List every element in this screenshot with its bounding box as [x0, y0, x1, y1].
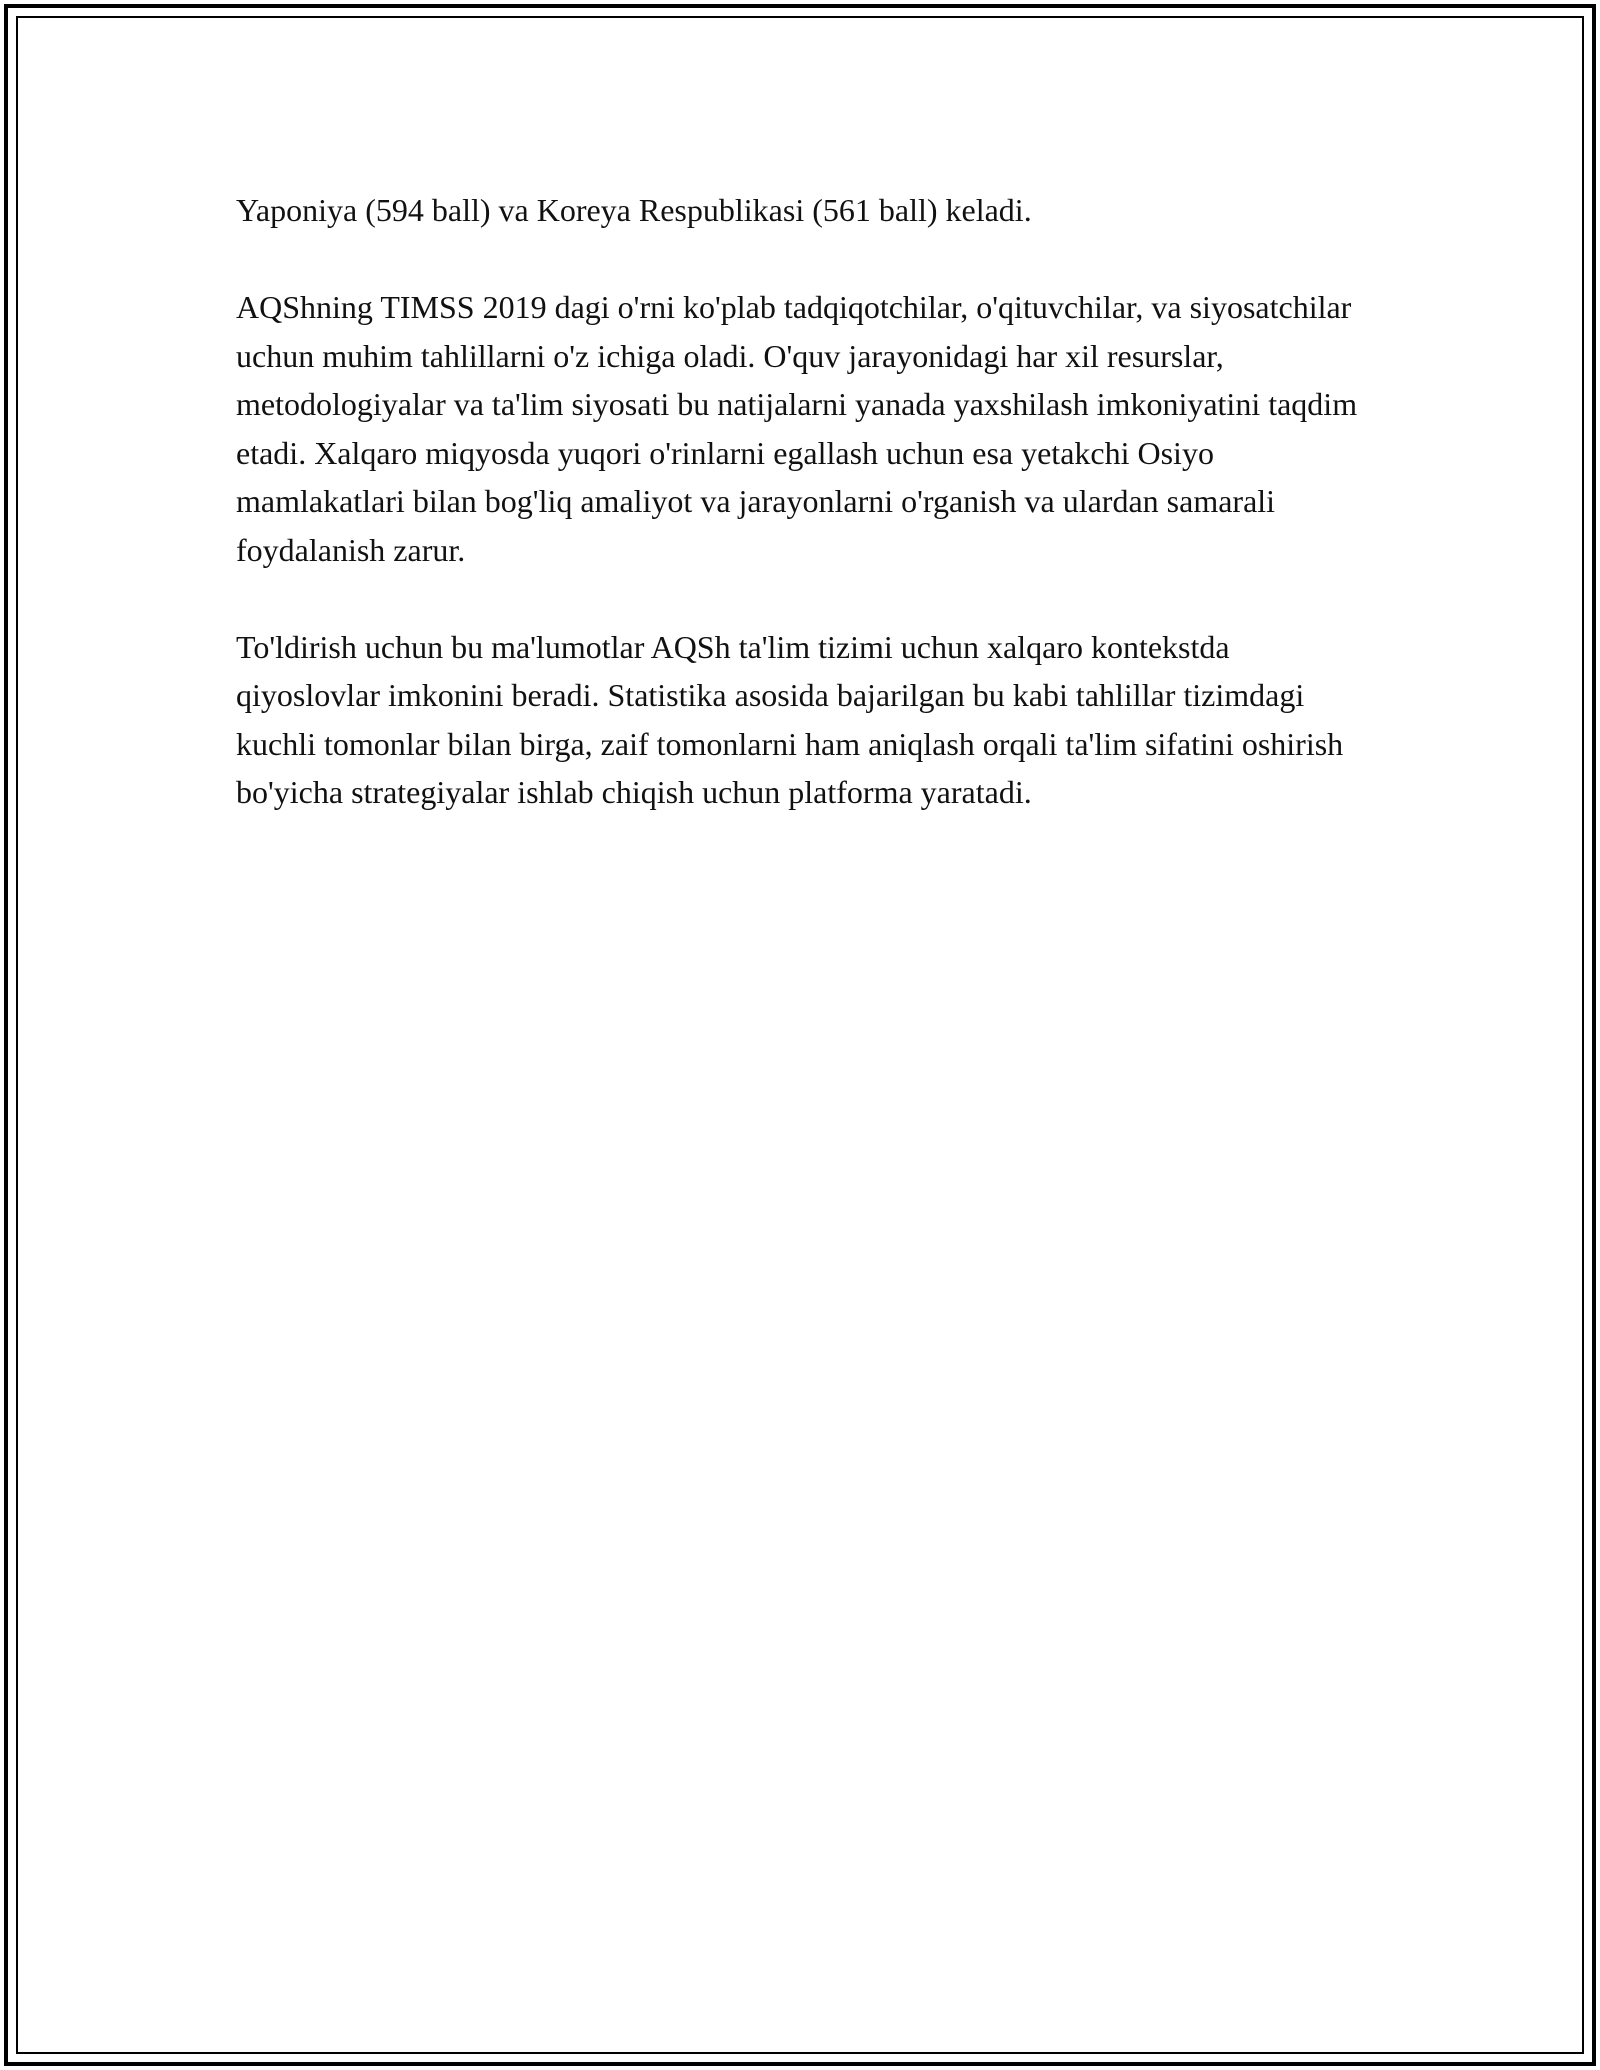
paragraph-1: Yaponiya (594 ball) va Koreya Respublikasi (561 ball) keladi.	[236, 192, 1032, 228]
paragraph-2: AQShning TIMSS 2019 dagi o'rni ko'plab tadqiqotchilar, o'qituvchilar, va siyosatchilar uchun muhim tahlillarni o'z ichiga oladi. O'quv jarayonidagi har xil resurslar, metodologiyalar va ta'lim siyosati bu natijalarni yanada yaxshilash imkoniyatini taqdim etadi. Xalqaro miqyosda yuqori o'rinlarni egallash uchun esa yetakchi Osiyo mamlakatlari bilan bog'liq amaliyot va jarayonlarni o'rganish va ulardan samarali foydalanish zarur.	[236, 289, 1358, 568]
document-body	[236, 186, 1366, 865]
paragraph-3: To'ldirish uchun bu ma'lumotlar AQSh ta'lim tizimi uchun xalqaro kontekstda qiyoslovlar imkonini beradi. Statistika asosida bajarilgan bu kabi tahlillar tizimdagi kuchli tomonlar bilan birga, zaif tomonlarni ham aniqlash orqali ta'lim sifatini oshirish bo'yicha strategiyalar ishlab chiqish uchun platforma yaratadi.	[236, 628, 1344, 810]
